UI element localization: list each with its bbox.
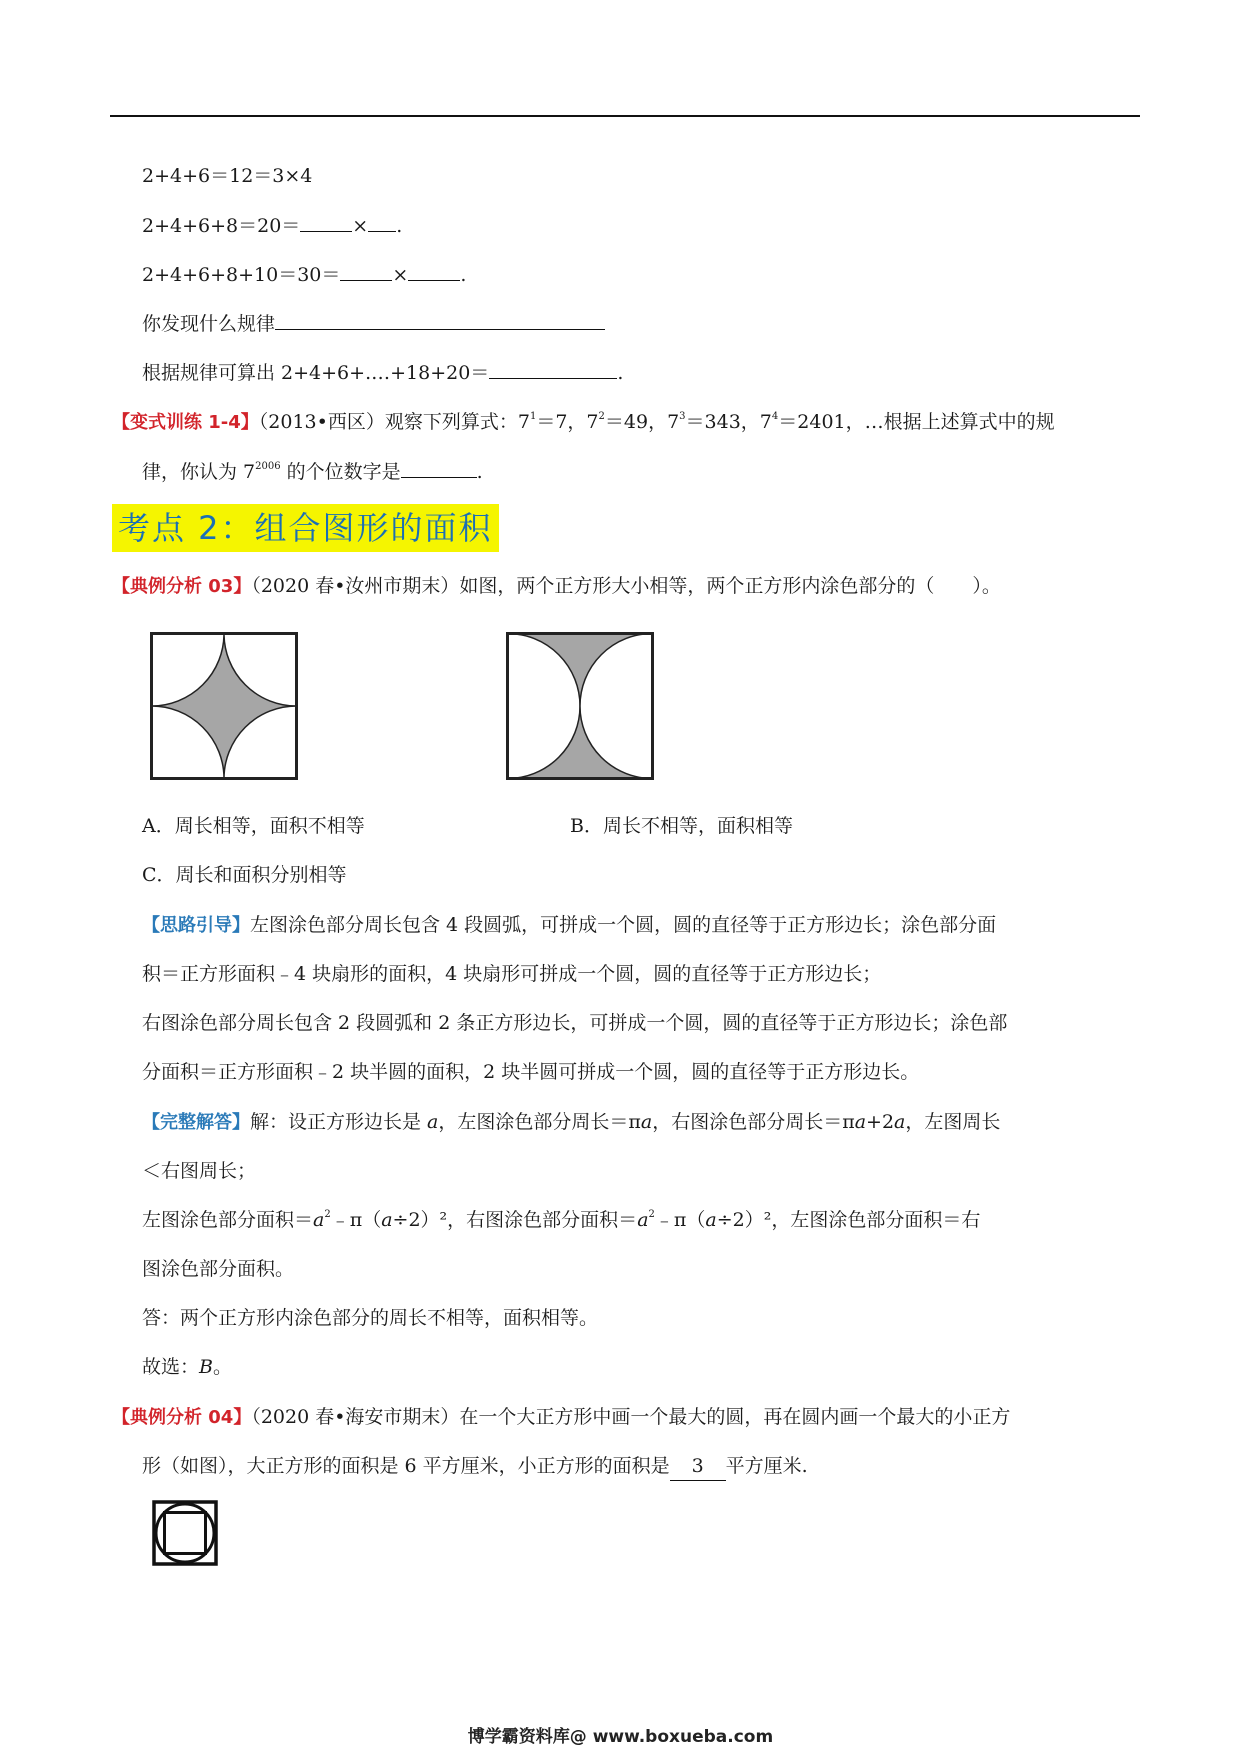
example04-line-2: 形（如图），大正方形的面积是 6 平方厘米，小正方形的面积是 3 平方厘米. (142, 1452, 808, 1481)
answer-fill: 3 (670, 1452, 726, 1481)
equation-line-2: 2+4+6+8＝20＝ × . (142, 211, 402, 240)
example03-question: 【典例分析 03】（2020 春•汝州市期末）如图，两个正方形大小相等，两个正方形内涂色部分的（ ）。 (112, 575, 1001, 597)
hint-line-2: 积＝正方形面积﹣4 块扇形的面积，4 块扇形可拼成一个圆，圆的直径等于正方形边长； (142, 963, 882, 985)
example03-tag: 【典例分析 03】 (112, 576, 252, 597)
blank-field (489, 358, 617, 379)
hint-line-4: 分面积＝正方形面积﹣2 块半圆的面积，2 块半圆可拼成一个圆，圆的直径等于正方形边长。 (142, 1061, 920, 1083)
section-heading: 考点 2：组合图形的面积 (112, 504, 499, 552)
blank-field (340, 260, 392, 281)
option-c: C．周长和面积分别相等 (142, 864, 347, 886)
header-rule (110, 115, 1140, 117)
example04-line-1: 【典例分析 04】（2020 春•海安市期末）在一个大正方形中画一个最大的圆，再在圆内画一个最大的小正方 (112, 1406, 1011, 1428)
solution-line-4: 图涂色部分面积。 (142, 1258, 295, 1280)
example04-tag: 【典例分析 04】 (112, 1407, 252, 1428)
hint-line-3: 右图涂色部分周长包含 2 段圆弧和 2 条正方形边长，可拼成一个圆，圆的直径等于正方形边长；涂色部 (142, 1012, 1008, 1034)
inner-square (165, 1513, 206, 1554)
left-square-figure (150, 632, 298, 780)
footer-watermark: 博学霸资料库@ www.boxueba.com (467, 1727, 774, 1747)
solution-answer: 答：两个正方形内涂色部分的周长不相等，面积相等。 (142, 1307, 599, 1329)
equation-line-1: 2+4+6＝12＝3×4 (142, 165, 313, 187)
blank-field (401, 457, 477, 478)
solution-line-3: 左图涂色部分面积$=a^2﹣\pi(a\div 2)^2$，右图涂色部分面积$=a^2﹣\pi(a\div 2)^2$，左图涂色部分面积＝右 (142, 1209, 981, 1231)
hint-line-1: 【思路引导】左图涂色部分周长包含 4 段圆弧，可拼成一个圆，圆的直径等于正方形边长；涂色部分面 (142, 914, 997, 936)
variant-question-line-1: 【变式训练 1-4】（2013•西区）观察下列算式：$7^1=7$，$7^2=49$，$7^3=343$，$7^4=2401$，…根据上述算式中的规 (112, 411, 1055, 433)
blank-field (408, 260, 460, 281)
solution-tag: 【完整解答】 (142, 1112, 250, 1133)
right-square-figure (506, 632, 654, 780)
nested-square-figure (152, 1500, 218, 1566)
pattern-question: 你发现什么规律 (142, 309, 605, 338)
pattern-compute-line: 根据规律可算出 2+4+6+.…+18+20＝ . (142, 358, 623, 387)
solution-choice: 故选：B。 (142, 1356, 232, 1378)
blank-field (368, 211, 396, 232)
blank-field (275, 309, 605, 330)
equation-line-3: 2+4+6+8+10＝30＝ × . (142, 260, 466, 289)
variant-tag: 【变式训练 1-4】 (112, 412, 259, 433)
solution-line-1: 【完整解答】解：设正方形边长是 a，左图涂色部分周长＝πa，右图涂色部分周长＝πa+2a，左图周长 (142, 1111, 1001, 1133)
solution-line-2: ＜右图周长； (142, 1160, 257, 1182)
variant-question-line-2: 律，你认为 $7^{2006}$ 的个位数字是 . (142, 457, 483, 486)
option-a: A．周长相等，面积不相等 (142, 815, 365, 837)
option-b: B．周长不相等，面积相等 (570, 815, 793, 837)
blank-field (300, 211, 352, 232)
hint-tag: 【思路引导】 (142, 915, 250, 936)
